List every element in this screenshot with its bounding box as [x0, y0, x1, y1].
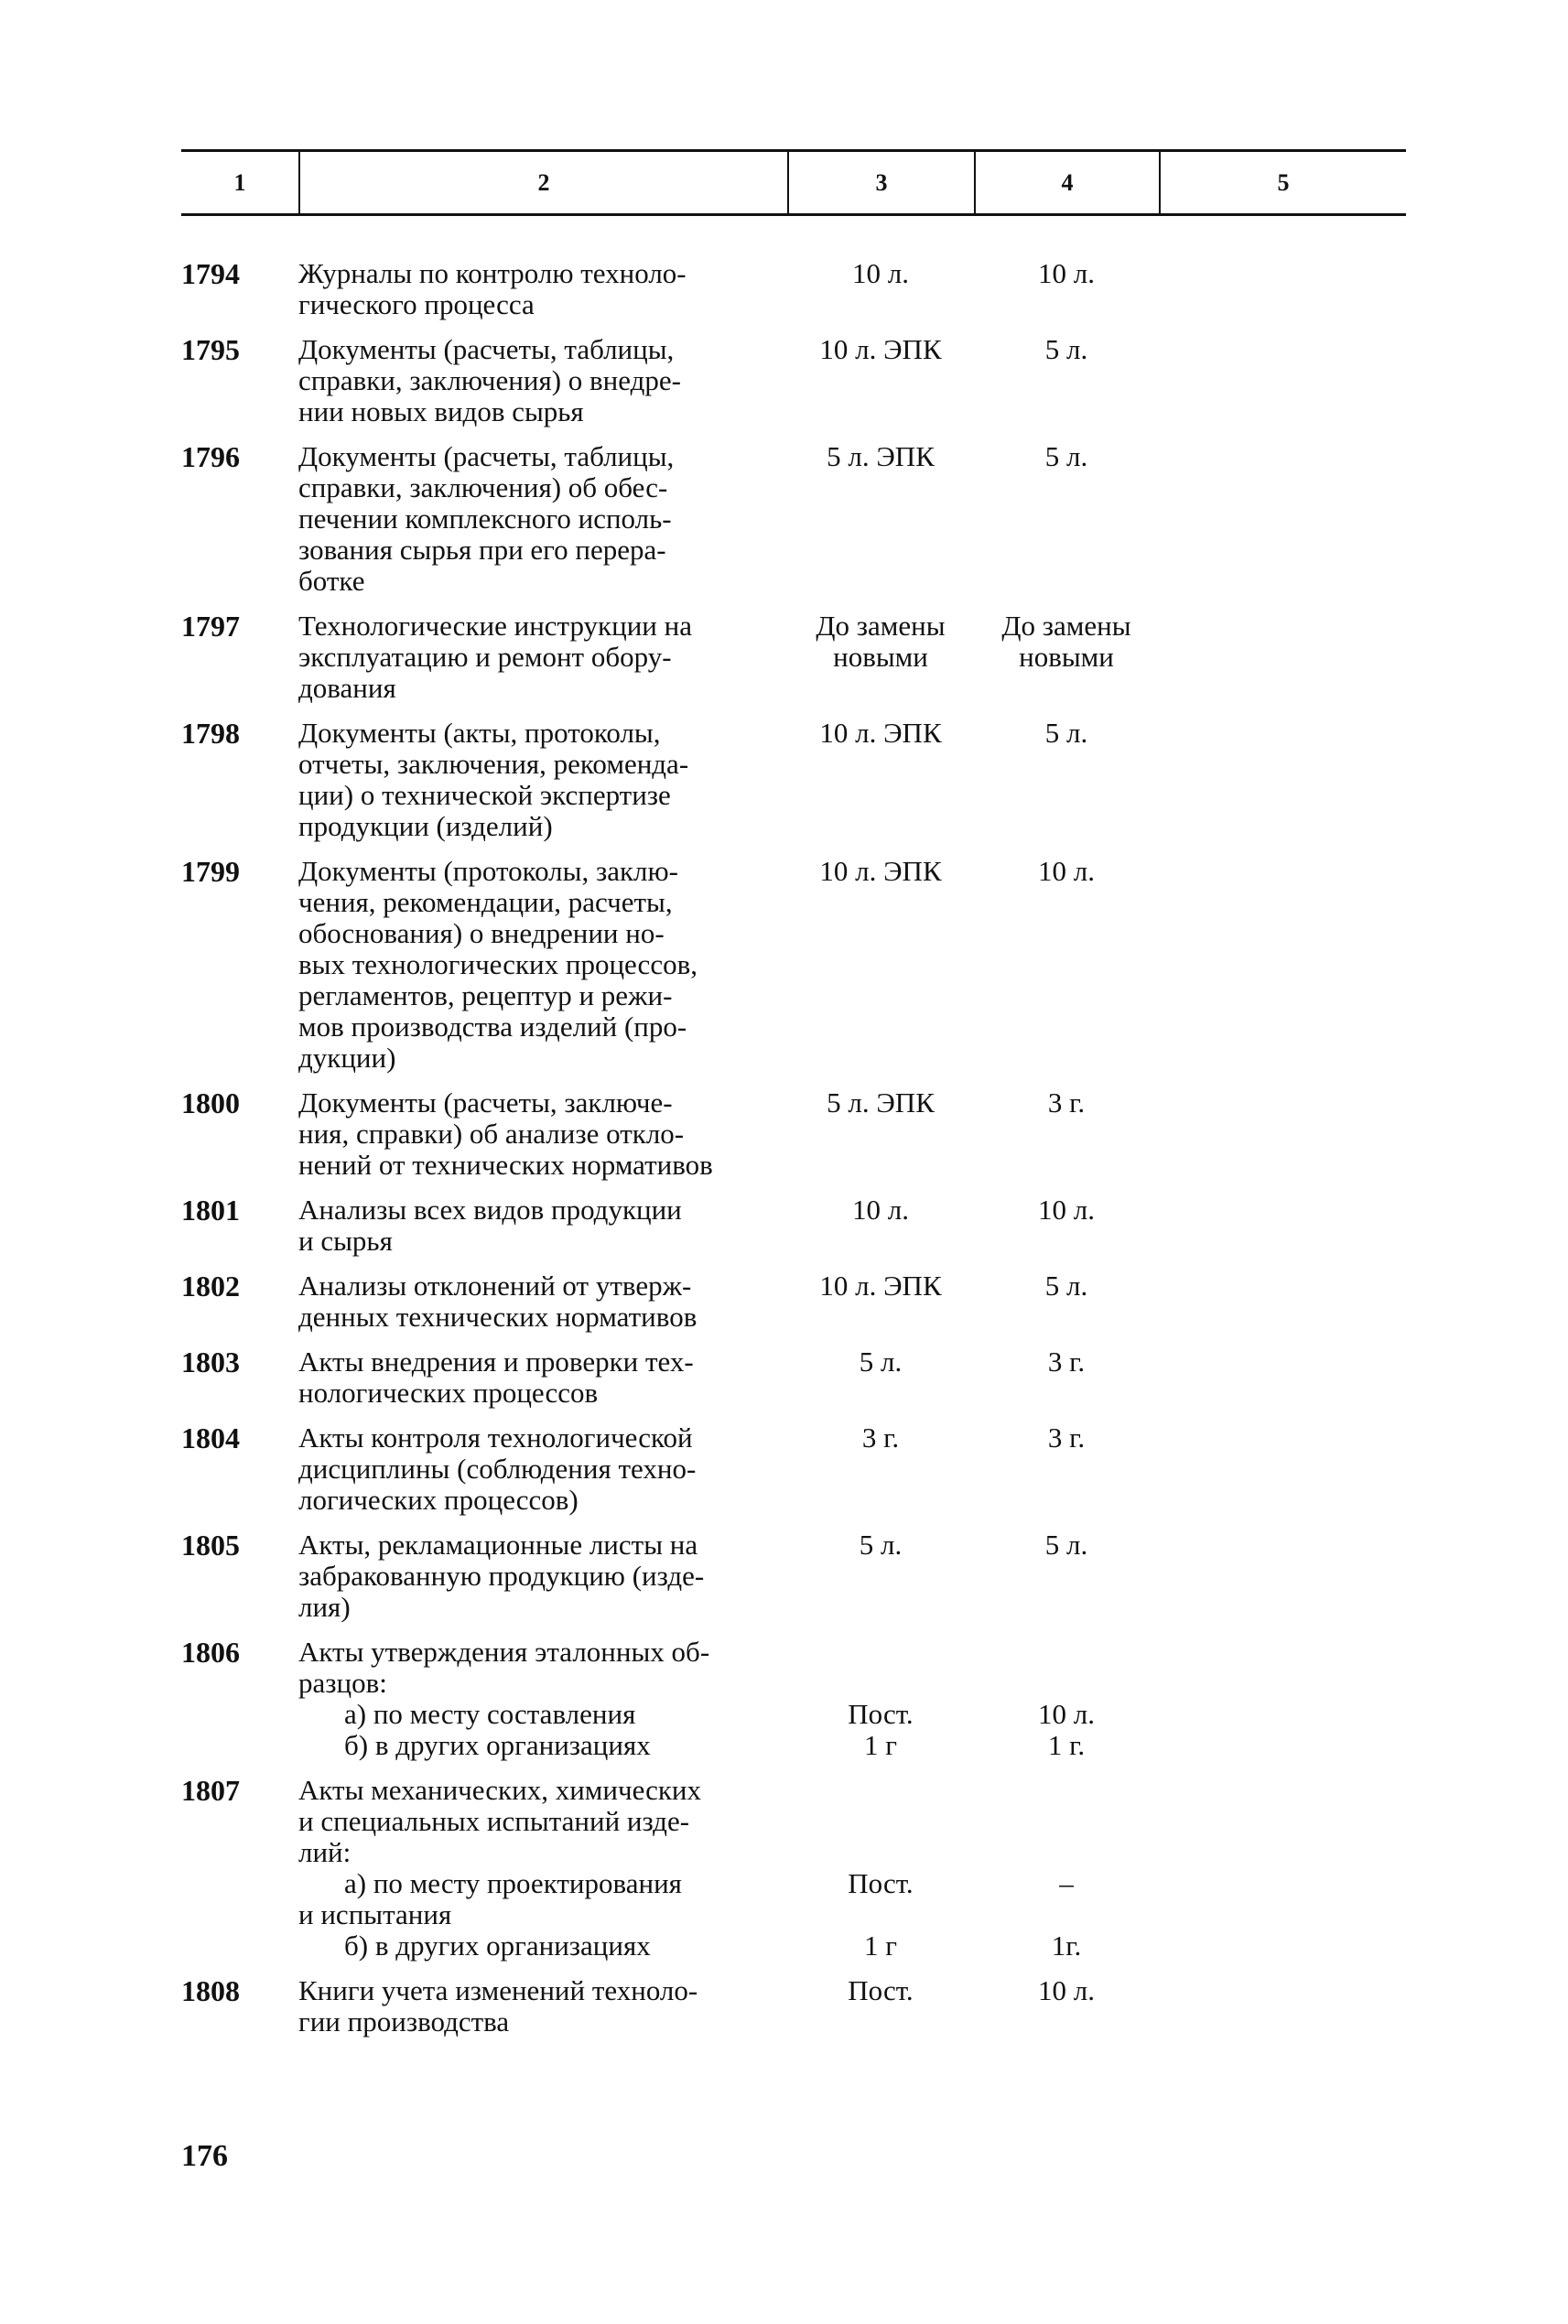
retention-org: 10 л. ЭПК	[819, 717, 942, 749]
table-row-1807	[181, 1775, 1406, 1962]
header-col-3: 3	[787, 152, 974, 213]
article-description: Документы (расчеты, заключе- ния, справки) об анализе откло- нений от технических нормативов	[298, 1086, 713, 1181]
article-description: Технологические инструкции на эксплуатацию и ремонт обору- дования	[298, 610, 692, 704]
retention-other: 3 г.	[1047, 1421, 1086, 1454]
sub-item-text-continued: и испытания	[298, 1898, 452, 1930]
table-row-1806	[181, 1637, 1406, 1761]
retention-other: 3 г.	[1047, 1346, 1086, 1378]
retention-org: 10 л. ЭПК	[819, 333, 942, 365]
table-row	[181, 1975, 1406, 2038]
header-col-2: 2	[298, 152, 787, 213]
retention-other: 5 л.	[1044, 1270, 1088, 1302]
retention-org: 3 г.	[861, 1421, 900, 1454]
retention-org: Пост.	[848, 1867, 914, 1899]
table-row	[181, 258, 1406, 320]
header-col-5: 5	[1159, 152, 1406, 213]
retention-other: 5 л.	[1044, 717, 1088, 749]
article-description: Документы (расчеты, таблицы, справки, заключения) о внедре- нии новых видов сырья	[298, 333, 681, 427]
article-number: 1806	[181, 1636, 240, 1669]
article-number: 1795	[181, 333, 240, 366]
sub-item-b	[181, 1730, 1406, 1761]
table-row	[181, 1346, 1406, 1409]
retention-other: 10 л.	[1038, 1974, 1095, 2006]
article-description: Анализы всех видов продукции и сырья	[298, 1194, 682, 1257]
article-number: 1807	[181, 1774, 240, 1807]
retention-org: 5 л.	[859, 1529, 903, 1561]
article-description: Акты утверждения эталонных об- разцов:	[298, 1636, 710, 1699]
article-description: Анализы отклонений от утверж- денных технических нормативов	[298, 1270, 697, 1333]
article-number: 1803	[181, 1346, 240, 1378]
article-number: 1808	[181, 1974, 240, 2007]
retention-other: 1 г.	[1047, 1729, 1086, 1761]
table-body	[181, 258, 1406, 2051]
retention-org: 10 л.	[852, 257, 909, 289]
retention-org: До замены новыми	[816, 610, 946, 673]
table-row	[181, 718, 1406, 842]
retention-org: 5 л. ЭПК	[827, 440, 935, 472]
sub-item-b	[181, 1930, 1406, 1962]
table-row	[181, 1530, 1406, 1623]
header-col-1: 1	[233, 169, 246, 196]
retention-other: –	[1059, 1867, 1074, 1899]
retention-org: 5 л.	[859, 1346, 903, 1378]
article-description: Акты внедрения и проверки тех- нологических процессов	[298, 1346, 694, 1409]
table-row	[181, 1270, 1406, 1333]
page-number: 176	[181, 2139, 228, 2173]
retention-other: До замены новыми	[1001, 610, 1131, 673]
article-description: Документы (акты, протоколы, отчеты, заключения, рекоменда- ции) о технической экспертизе продукции (изделий)	[298, 717, 689, 842]
article-number: 1799	[181, 855, 240, 888]
article-number: 1804	[181, 1421, 240, 1454]
retention-org: 10 л. ЭПК	[819, 855, 942, 887]
article-number: 1797	[181, 610, 240, 643]
article-number: 1800	[181, 1086, 240, 1119]
retention-org: 10 л.	[852, 1194, 909, 1226]
retention-org: 1 г	[864, 1929, 897, 1962]
retention-other: 10 л.	[1038, 855, 1095, 887]
sub-item-a	[181, 1868, 1406, 1899]
retention-org: Пост.	[848, 1974, 914, 2006]
table-header	[181, 149, 1406, 216]
retention-org: 5 л. ЭПК	[827, 1086, 935, 1119]
table-row	[181, 1194, 1406, 1257]
header-col-4: 4	[974, 152, 1159, 213]
sub-item-text: б) в других организациях	[344, 1929, 651, 1962]
retention-other: 10 л.	[1038, 257, 1095, 289]
table-row	[181, 611, 1406, 704]
table-row	[181, 1087, 1406, 1181]
article-number: 1805	[181, 1529, 240, 1562]
retention-other: 5 л.	[1044, 333, 1088, 365]
article-number: 1798	[181, 717, 240, 750]
table-row	[181, 856, 1406, 1074]
article-description: Акты контроля технологической дисциплины (соблюдения техно- логических процессов)	[298, 1421, 697, 1516]
sub-item-text: б) в других организациях	[344, 1729, 651, 1761]
article-number: 1796	[181, 440, 240, 473]
article-number: 1794	[181, 257, 240, 290]
article-number: 1801	[181, 1194, 240, 1227]
retention-org: 10 л. ЭПК	[819, 1270, 942, 1302]
table-row	[181, 441, 1406, 597]
retention-other: 10 л.	[1038, 1194, 1095, 1226]
sub-item-a	[181, 1699, 1406, 1730]
article-description: Журналы по контролю техноло- гического процесса	[298, 257, 687, 320]
table-row	[181, 1422, 1406, 1516]
retention-other: 10 л.	[1038, 1698, 1095, 1730]
sub-item-text: а) по месту составления	[344, 1698, 636, 1730]
table-row	[181, 334, 1406, 427]
sub-item-text: а) по месту проектирования	[344, 1867, 682, 1899]
article-description: Книги учета изменений техноло- гии производства	[298, 1974, 698, 2038]
retention-org: Пост.	[848, 1698, 914, 1730]
retention-other: 1г.	[1051, 1929, 1082, 1962]
retention-other: 5 л.	[1044, 1529, 1088, 1561]
retention-org: 1 г	[864, 1729, 897, 1761]
article-description: Документы (протоколы, заклю- чения, рекомендации, расчеты, обоснования) о внедрении но- вых технологических процессов, регламентов, рецептур и режи- мов производства изделий (про- дукции)	[298, 855, 697, 1074]
article-description: Документы (расчеты, таблицы, справки, заключения) об обес- печении комплексного исполь- зования сырья при его перера- ботке	[298, 440, 675, 597]
retention-other: 5 л.	[1044, 440, 1088, 472]
article-description: Акты механических, химических и специальных испытаний изде- лий:	[298, 1774, 702, 1868]
article-description: Акты, рекламационные листы на забракованную продукцию (изде- лия)	[298, 1529, 705, 1623]
article-number: 1802	[181, 1270, 240, 1303]
retention-other: 3 г.	[1047, 1086, 1086, 1119]
